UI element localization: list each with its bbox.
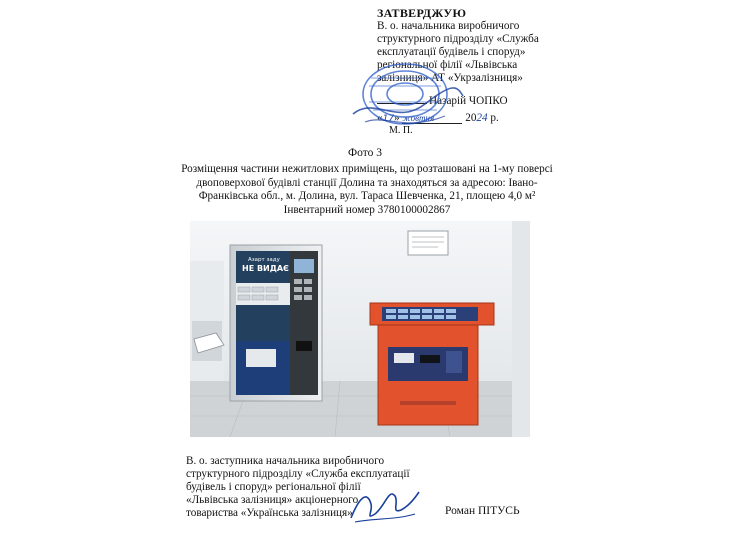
footer-signer-name: Роман ПІТУСЬ [445,505,520,517]
footer-line-4: «Львівська залізниця» акціонерного [186,494,359,506]
footer-line-2: структурного підрозділу «Служба експлуатації [186,468,410,480]
description-line-4: Інвентарний номер 3780100002867 [283,203,451,216]
date-suffix: р. [487,112,499,124]
date-year-suffix: 24 [476,112,488,124]
photo-description [181,163,553,217]
approval-line-5: залізниця» АТ «Укрзалізниця» [377,72,523,84]
premises-photo [190,221,530,437]
vending-slogan-1: Азарт заду [248,257,280,263]
date-year-prefix: 20 [462,112,477,124]
vending-machine [230,245,322,401]
approval-heading: ЗАТВЕРДЖУЮ [377,6,467,20]
description-line-1: Розміщення частини нежитлових приміщень, що розташовані на 1-му поверсі [181,163,553,175]
photo-title: Фото 3 [348,147,382,159]
approval-line-3: експлуатації будівель і споруд» [377,46,526,58]
payment-terminal [370,303,494,425]
approval-signer-name: Назарій ЧОПКО [429,95,508,107]
date-open-quote: « [377,112,383,124]
seal-abbreviation: М. П. [389,125,413,136]
date-close-quote: » [394,112,403,124]
date-day: 17 [382,114,395,124]
footer-line-5: товариства «Українська залізниця» [186,507,353,519]
vending-slogan-2: НЕ ВИДАЄ [242,264,289,273]
approval-line-1: В. о. начальника виробничого [377,20,520,32]
approval-line-4: регіональної філії «Львівська [377,59,518,71]
round-stamp [345,56,465,136]
date-month: жовтня [402,113,462,124]
approval-line-2: структурного підрозділу «Служба [377,33,539,45]
footer-line-3: будівель і споруд» регіональної філії [186,481,361,493]
handwritten-signature [345,478,425,528]
description-line-3: Франківська обл., м. Долина, вул. Тараса Шевченка, 21, площею 4,0 м² [198,190,536,202]
description-line-2: двоповерхової будівлі станції Долина та знаходяться за адресою: Івано- [196,176,538,189]
footer-line-1: В. о. заступника начальника виробничого [186,455,385,467]
